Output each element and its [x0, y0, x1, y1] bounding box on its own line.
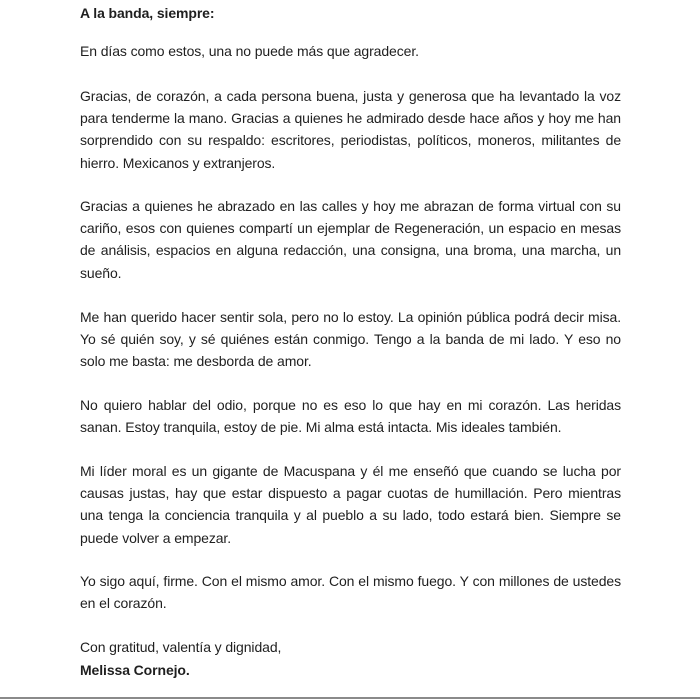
- paragraph: En días como estos, una no puede más que agradecer.: [80, 43, 419, 59]
- salutation: A la banda, siempre:: [80, 5, 215, 21]
- bottom-divider: [0, 697, 700, 699]
- paragraph: Me han querido hacer sentir sola, pero no lo estoy. La opinión pública podrá decir misa. Yo sé quién soy, y sé quiénes están conmigo. Tengo a la banda de mi lado. Y eso no solo me basta: me desborda de amor.: [80, 309, 621, 370]
- paragraph: Mi líder moral es un gigante de Macuspana y él me enseñó que cuando se lucha por causas justas, hay que estar dispuesto a pagar cuotas de humillación. Pero mientras una tenga la conciencia tranquila y al pueblo a su lado, todo estará bien. Siempre se puede volver a empezar.: [80, 463, 621, 546]
- closing: Con gratitud, valentía y dignidad,: [80, 639, 282, 655]
- paragraph: Gracias, de corazón, a cada persona buena, justa y generosa que ha levantado la voz para tenderme la mano. Gracias a quienes he admirado desde hace años y hoy me han sorprendido con su respaldo: escritores, periodistas, políticos, moneros, militantes de hierro. Mexicanos y extranjeros.: [80, 88, 621, 171]
- paragraph: No quiero hablar del odio, porque no es eso lo que hay en mi corazón. Las heridas sanan. Estoy tranquila, estoy de pie. Mi alma está intacta. Mis ideales también.: [80, 397, 621, 436]
- paragraph: Gracias a quienes he abrazado en las calles y hoy me abrazan de forma virtual con su cariño, esos con quienes compartí un ejemplar de Regeneración, un espacio en mesas de análisis, espacios en alguna redacción, una consigna, una broma, una marcha, un sueño.: [80, 198, 621, 281]
- signature: Melissa Cornejo.: [80, 662, 190, 678]
- paragraph: Yo sigo aquí, firme. Con el mismo amor. Con el mismo fuego. Y con millones de ustedes en el corazón.: [80, 573, 621, 612]
